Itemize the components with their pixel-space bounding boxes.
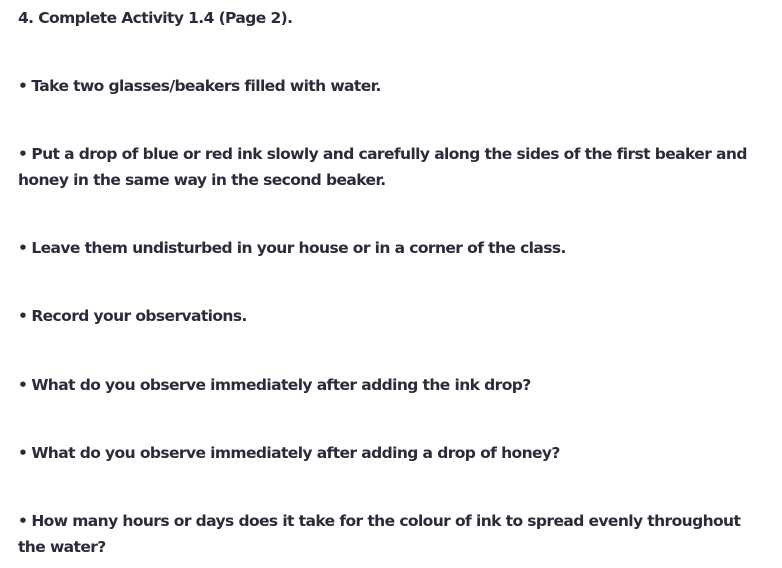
list-item-text: What do you observe immediately after adding a drop of honey? xyxy=(31,444,560,462)
question-heading: 4. Complete Activity 1.4 (Page 2). xyxy=(18,9,293,27)
list-item xyxy=(18,440,758,466)
bullet-icon: • xyxy=(18,77,28,95)
list-item xyxy=(18,508,758,560)
bullet-icon: • xyxy=(18,376,28,394)
list-item xyxy=(18,141,758,193)
list-item-text: Take two glasses/beakers filled with water. xyxy=(31,77,381,95)
list-item-text: Put a drop of blue or red ink slowly and carefully along the sides of the first beaker and honey in the same way in the second beaker. xyxy=(18,145,747,189)
list-item xyxy=(18,372,758,398)
list-item xyxy=(18,235,758,261)
list-item-text: Leave them undisturbed in your house or in a corner of the class. xyxy=(31,239,566,257)
list-item-text: What do you observe immediately after adding the ink drop? xyxy=(31,376,531,394)
bullet-icon: • xyxy=(18,239,28,257)
bullet-icon: • xyxy=(18,512,28,530)
list-item-text: How many hours or days does it take for the colour of ink to spread evenly throughout the water? xyxy=(18,512,741,556)
bullet-icon: • xyxy=(18,145,28,163)
list-item xyxy=(18,73,758,99)
bullet-icon: • xyxy=(18,444,28,462)
bullet-icon: • xyxy=(18,307,28,325)
list-item xyxy=(18,303,758,329)
list-item-text: Record your observations. xyxy=(31,307,247,325)
